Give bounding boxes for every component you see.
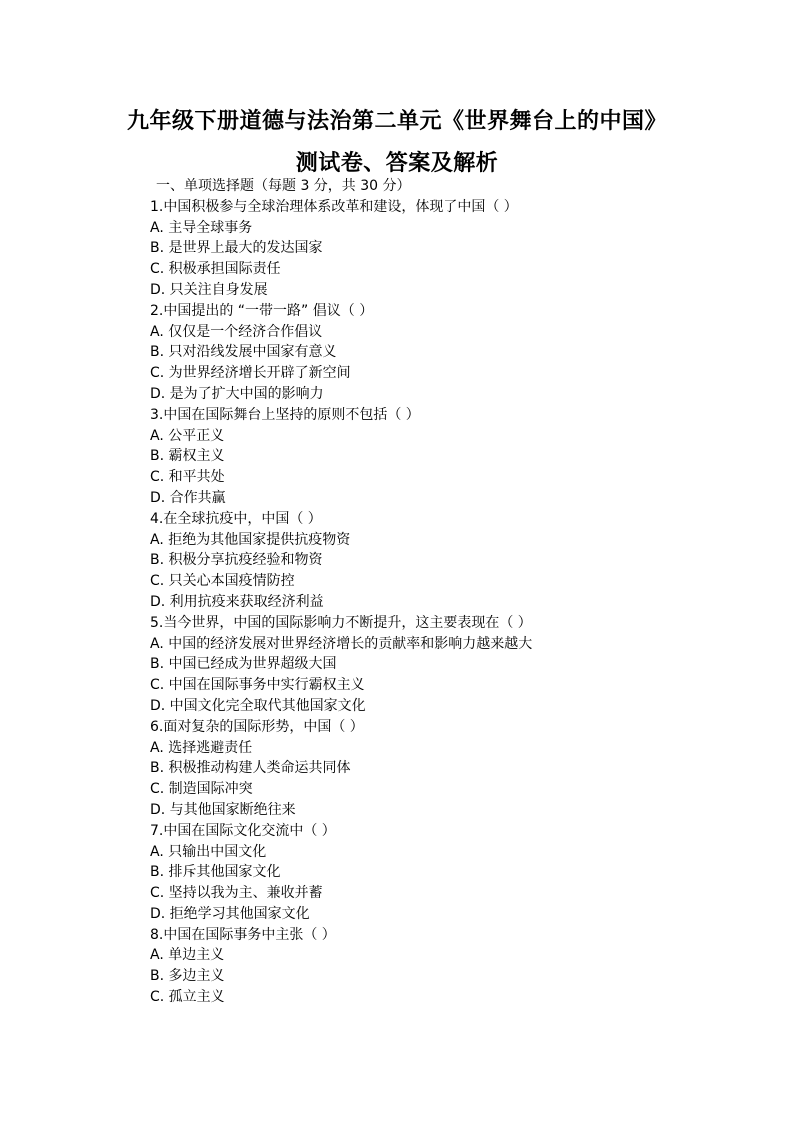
option-b: B. 排斥其他国家文化 (150, 864, 281, 881)
option-c: C. 积极承担国际责任 (150, 261, 281, 278)
option-a: A. 仅仅是一个经济合作倡议 (150, 323, 323, 340)
question-stem: 3.中国在国际舞台上坚持的原则不包括（ ） (150, 406, 420, 423)
question-1 (150, 197, 750, 301)
question-stem: 4.在全球抗疫中，中国（ ） (150, 510, 322, 527)
question-stem: 8.中国在国际事务中主张（ ） (150, 926, 336, 943)
option-d: D. 拒绝学习其他国家文化 (150, 905, 310, 922)
option-b: B. 积极分享抗疫经验和物资 (150, 552, 323, 569)
option-d: D. 合作共赢 (150, 489, 226, 506)
option-d: D. 是为了扩大中国的影响力 (150, 385, 324, 402)
question-7 (150, 821, 750, 925)
question-2 (150, 301, 750, 405)
option-c: C. 制造国际冲突 (150, 781, 253, 798)
question-stem: 5.当今世界，中国的国际影响力不断提升，这主要表现在（ ） (150, 614, 532, 631)
option-c: C. 只关心本国疫情防控 (150, 573, 295, 590)
option-a: A. 主导全球事务 (150, 219, 253, 236)
question-8 (150, 925, 750, 1008)
option-d: D. 只关注自身发展 (150, 281, 268, 298)
question-stem: 1.中国积极参与全球治理体系改革和建设，体现了中国（ ） (150, 198, 518, 215)
document-title-line1: 九年级下册道德与法治第二单元《世界舞台上的中国》 (126, 108, 667, 134)
question-stem: 2.中国提出的 “一带一路” 倡议（ ） (150, 302, 374, 319)
option-b: B. 霸权主义 (150, 448, 225, 465)
question-3 (150, 405, 750, 509)
option-d: D. 中国文化完全取代其他国家文化 (150, 697, 366, 714)
question-list (150, 176, 750, 1008)
option-a: A. 选择逃避责任 (150, 739, 253, 756)
section-header: 一、单项选择题（每题 3 分，共 30 分） (156, 178, 411, 194)
option-b: B. 积极推动构建人类命运共同体 (150, 760, 351, 777)
option-a: A. 拒绝为其他国家提供抗疫物资 (150, 531, 351, 548)
option-a: A. 公平正义 (150, 427, 225, 444)
option-d: D. 与其他国家断绝往来 (150, 801, 296, 818)
option-a: A. 中国的经济发展对世界经济增长的贡献率和影响力越来越大 (150, 635, 533, 652)
question-6 (150, 717, 750, 821)
option-b: B. 中国已经成为世界超级大国 (150, 656, 337, 673)
option-c: C. 孤立主义 (150, 989, 225, 1006)
question-stem: 6.面对复杂的国际形势，中国（ ） (150, 718, 364, 735)
option-b: B. 是世界上最大的发达国家 (150, 240, 323, 257)
question-stem: 7.中国在国际文化交流中（ ） (150, 822, 336, 839)
option-d: D. 利用抗疫来获取经济利益 (150, 593, 324, 610)
option-c: C. 和平共处 (150, 469, 225, 486)
option-b: B. 只对沿线发展中国家有意义 (150, 344, 337, 361)
option-c: C. 为世界经济增长开辟了新空间 (150, 365, 351, 382)
option-a: A. 只输出中国文化 (150, 843, 267, 860)
option-c: C. 坚持以我为主、兼收并蓄 (150, 885, 323, 902)
option-a: A. 单边主义 (150, 947, 225, 964)
question-4 (150, 509, 750, 613)
question-5 (150, 613, 750, 717)
option-b: B. 多边主义 (150, 968, 225, 985)
option-c: C. 中国在国际事务中实行霸权主义 (150, 677, 365, 694)
document-title-line2: 测试卷、答案及解析 (295, 150, 499, 176)
